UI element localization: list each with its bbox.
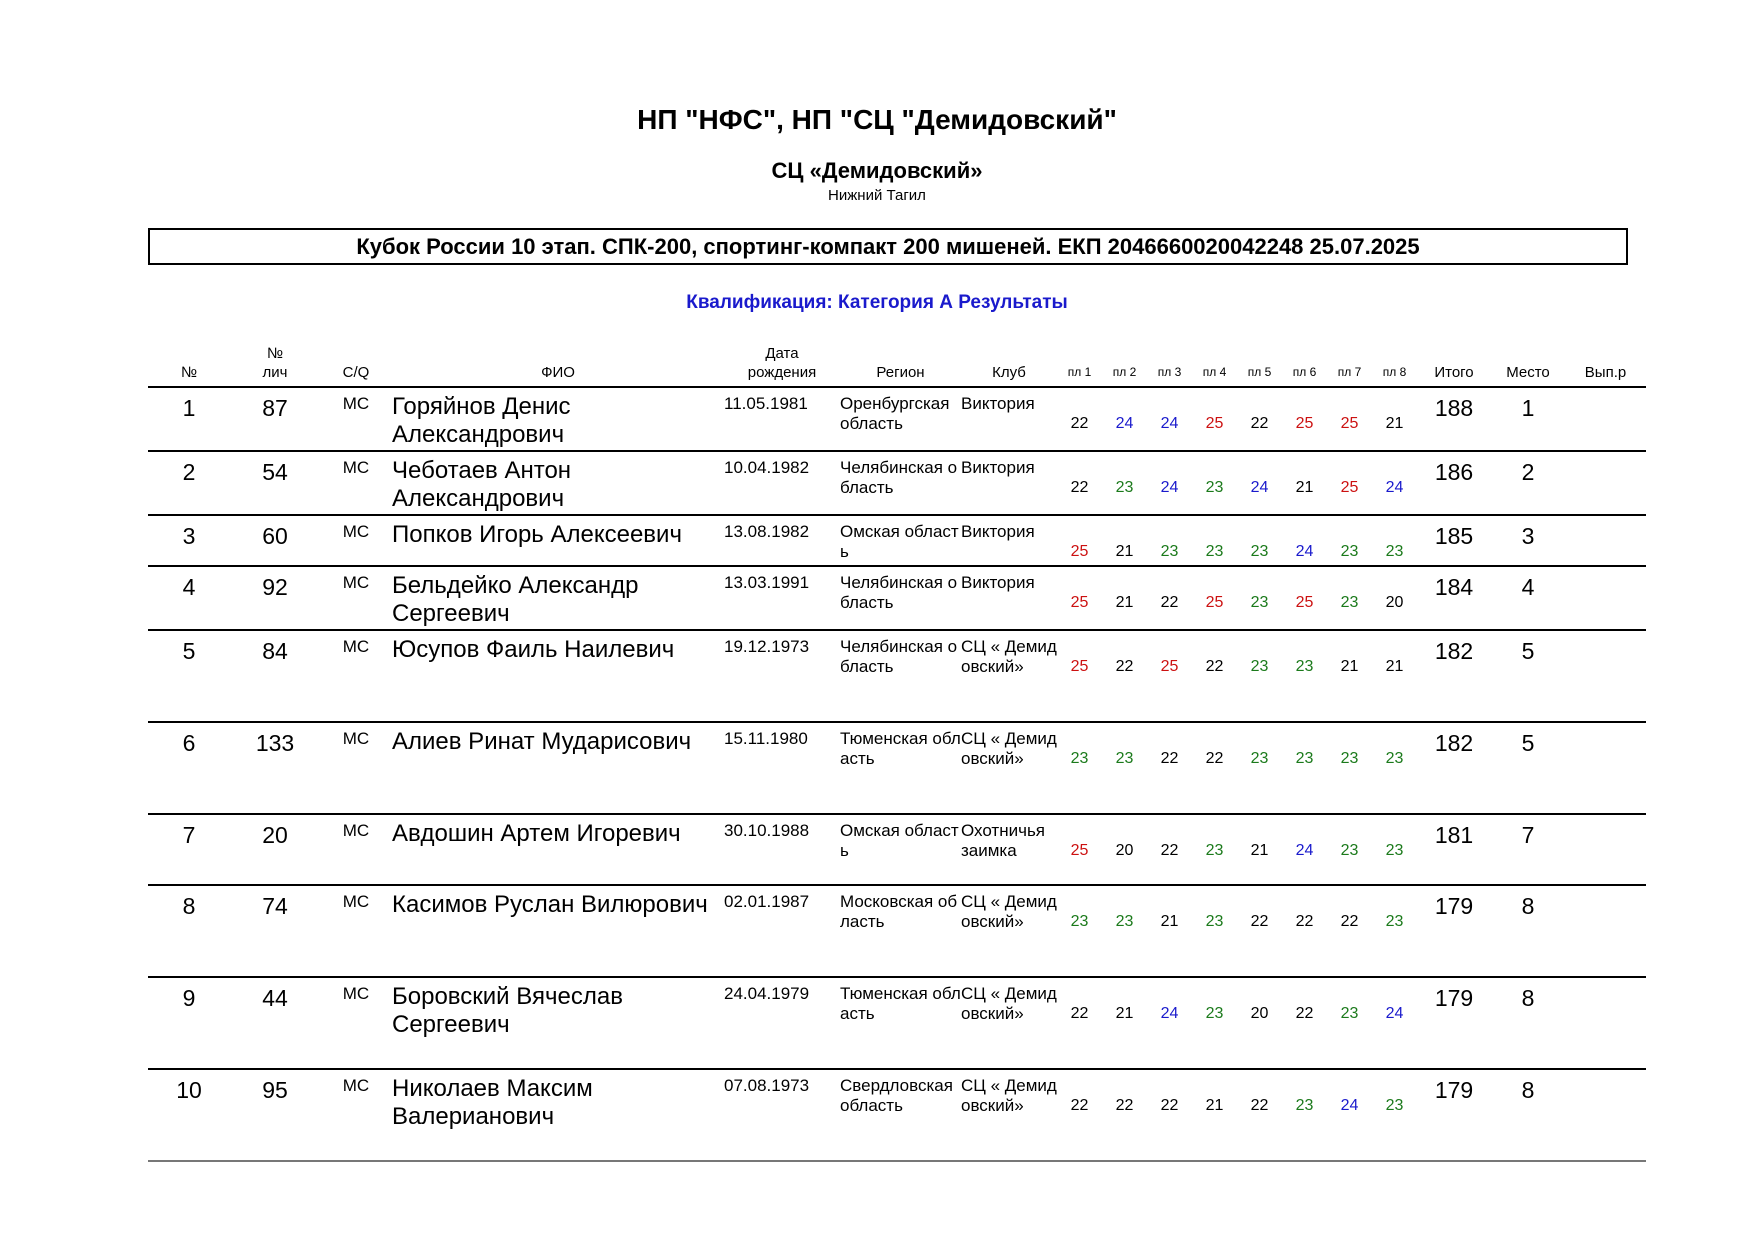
row-total: 186 xyxy=(1417,451,1491,515)
row-name: Бельдейко Александр Сергеевич xyxy=(392,566,724,630)
row-score-pl2: 23 xyxy=(1102,885,1147,977)
row-score-pl1: 25 xyxy=(1057,814,1102,885)
row-score-pl5: 22 xyxy=(1237,1069,1282,1161)
row-score-pl2: 21 xyxy=(1102,566,1147,630)
row-total: 181 xyxy=(1417,814,1491,885)
col-pl8-header: пл 8 xyxy=(1372,344,1417,387)
row-cq: МС xyxy=(320,977,392,1069)
row-num: 8 xyxy=(148,885,230,977)
row-region: Челябинская область xyxy=(840,566,961,630)
row-cq: МС xyxy=(320,1069,392,1161)
col-pl1-header: пл 1 xyxy=(1057,344,1102,387)
row-name: Попков Игорь Алексеевич xyxy=(392,515,724,566)
row-dob: 02.01.1987 xyxy=(724,885,840,977)
row-score-pl4: 22 xyxy=(1192,630,1237,722)
row-score-pl4: 23 xyxy=(1192,977,1237,1069)
row-club: Виктория xyxy=(961,387,1057,451)
col-dob-header-bottom: рождения xyxy=(747,364,817,381)
row-num: 2 xyxy=(148,451,230,515)
row-vyp xyxy=(1565,515,1646,566)
col-dob-header-top: Дата xyxy=(765,345,799,362)
row-score-pl2: 21 xyxy=(1102,515,1147,566)
row-bib: 87 xyxy=(230,387,320,451)
row-score-pl2: 23 xyxy=(1102,722,1147,814)
row-score-pl5: 23 xyxy=(1237,566,1282,630)
row-cq: МС xyxy=(320,515,392,566)
row-club: Виктория xyxy=(961,451,1057,515)
row-club: Виктория xyxy=(961,515,1057,566)
row-total: 179 xyxy=(1417,977,1491,1069)
table-row xyxy=(148,722,1646,814)
row-score-pl5: 23 xyxy=(1237,722,1282,814)
row-bib: 92 xyxy=(230,566,320,630)
row-total: 179 xyxy=(1417,885,1491,977)
row-score-pl8: 20 xyxy=(1372,566,1417,630)
row-score-pl5: 20 xyxy=(1237,977,1282,1069)
row-score-pl7: 21 xyxy=(1327,630,1372,722)
row-total: 179 xyxy=(1417,1069,1491,1161)
row-score-pl4: 25 xyxy=(1192,387,1237,451)
row-score-pl4: 23 xyxy=(1192,885,1237,977)
row-bib: 54 xyxy=(230,451,320,515)
row-name: Юсупов Фаиль Наилевич xyxy=(392,630,724,722)
row-score-pl7: 23 xyxy=(1327,515,1372,566)
row-score-pl8: 21 xyxy=(1372,387,1417,451)
row-score-pl6: 23 xyxy=(1282,1069,1327,1161)
col-pl3-header: пл 3 xyxy=(1147,344,1192,387)
col-pl5-header: пл 5 xyxy=(1237,344,1282,387)
row-score-pl6: 21 xyxy=(1282,451,1327,515)
row-bib: 60 xyxy=(230,515,320,566)
row-cq: МС xyxy=(320,630,392,722)
row-region: Тюменская область xyxy=(840,977,961,1069)
col-vyp-header: Вып.р xyxy=(1565,344,1646,387)
row-score-pl7: 23 xyxy=(1327,977,1372,1069)
row-score-pl1: 22 xyxy=(1057,1069,1102,1161)
row-vyp xyxy=(1565,566,1646,630)
row-score-pl8: 24 xyxy=(1372,451,1417,515)
row-place: 8 xyxy=(1491,1069,1565,1161)
row-score-pl8: 23 xyxy=(1372,885,1417,977)
row-region: Свердловская область xyxy=(840,1069,961,1161)
row-score-pl2: 22 xyxy=(1102,630,1147,722)
table-row xyxy=(148,885,1646,977)
row-num: 9 xyxy=(148,977,230,1069)
row-place: 8 xyxy=(1491,885,1565,977)
row-score-pl8: 23 xyxy=(1372,814,1417,885)
row-cq: МС xyxy=(320,722,392,814)
row-club: СЦ « Демидовский» xyxy=(961,630,1057,722)
row-name: Чеботаев Антон Александрович xyxy=(392,451,724,515)
row-score-pl1: 25 xyxy=(1057,515,1102,566)
table-row xyxy=(148,630,1646,722)
row-name: Алиев Ринат Мударисович xyxy=(392,722,724,814)
row-score-pl7: 25 xyxy=(1327,451,1372,515)
row-region: Челябинская область xyxy=(840,630,961,722)
row-score-pl3: 23 xyxy=(1147,515,1192,566)
table-row xyxy=(148,387,1646,451)
row-cq: МС xyxy=(320,566,392,630)
row-score-pl3: 22 xyxy=(1147,814,1192,885)
row-score-pl5: 24 xyxy=(1237,451,1282,515)
row-score-pl6: 24 xyxy=(1282,515,1327,566)
row-num: 3 xyxy=(148,515,230,566)
col-place-header: Место xyxy=(1491,344,1565,387)
col-pl7-header: пл 7 xyxy=(1327,344,1372,387)
row-score-pl5: 22 xyxy=(1237,387,1282,451)
row-place: 3 xyxy=(1491,515,1565,566)
row-num: 7 xyxy=(148,814,230,885)
row-score-pl6: 24 xyxy=(1282,814,1327,885)
row-vyp xyxy=(1565,630,1646,722)
row-score-pl3: 24 xyxy=(1147,387,1192,451)
row-region: Челябинская область xyxy=(840,451,961,515)
row-total: 182 xyxy=(1417,630,1491,722)
row-total: 188 xyxy=(1417,387,1491,451)
col-bib-header-top: № xyxy=(266,345,284,362)
row-score-pl7: 23 xyxy=(1327,814,1372,885)
row-place: 1 xyxy=(1491,387,1565,451)
row-score-pl4: 21 xyxy=(1192,1069,1237,1161)
row-region: Омская область xyxy=(840,814,961,885)
row-score-pl7: 22 xyxy=(1327,885,1372,977)
row-score-pl6: 22 xyxy=(1282,885,1327,977)
row-score-pl5: 22 xyxy=(1237,885,1282,977)
row-score-pl1: 23 xyxy=(1057,885,1102,977)
row-score-pl8: 23 xyxy=(1372,1069,1417,1161)
row-score-pl8: 23 xyxy=(1372,515,1417,566)
col-cq-header: C/Q xyxy=(320,344,392,387)
row-bib: 74 xyxy=(230,885,320,977)
row-score-pl6: 23 xyxy=(1282,630,1327,722)
row-score-pl1: 22 xyxy=(1057,977,1102,1069)
row-score-pl8: 21 xyxy=(1372,630,1417,722)
row-dob: 13.08.1982 xyxy=(724,515,840,566)
table-row xyxy=(148,515,1646,566)
row-score-pl1: 23 xyxy=(1057,722,1102,814)
row-name: Касимов Руслан Вилюрович xyxy=(392,885,724,977)
row-score-pl3: 24 xyxy=(1147,977,1192,1069)
col-pl4-header: пл 4 xyxy=(1192,344,1237,387)
row-region: Оренбургская область xyxy=(840,387,961,451)
row-total: 182 xyxy=(1417,722,1491,814)
row-dob: 10.04.1982 xyxy=(724,451,840,515)
results-table xyxy=(148,344,1646,1162)
row-cq: МС xyxy=(320,885,392,977)
row-score-pl3: 24 xyxy=(1147,451,1192,515)
row-score-pl4: 25 xyxy=(1192,566,1237,630)
row-club: Виктория xyxy=(961,566,1057,630)
row-score-pl1: 22 xyxy=(1057,387,1102,451)
row-bib: 20 xyxy=(230,814,320,885)
row-club: СЦ « Демидовский» xyxy=(961,1069,1057,1161)
row-bib: 95 xyxy=(230,1069,320,1161)
row-score-pl8: 24 xyxy=(1372,977,1417,1069)
city-label: Нижний Тагил xyxy=(828,187,926,204)
row-score-pl5: 21 xyxy=(1237,814,1282,885)
row-score-pl4: 23 xyxy=(1192,814,1237,885)
row-region: Омская область xyxy=(840,515,961,566)
row-place: 4 xyxy=(1491,566,1565,630)
row-score-pl3: 21 xyxy=(1147,885,1192,977)
row-name: Николаев Максим Валерианович xyxy=(392,1069,724,1161)
table-header-row xyxy=(148,344,1646,387)
row-score-pl2: 20 xyxy=(1102,814,1147,885)
col-num-header: № xyxy=(148,344,230,387)
col-total-header: Итого xyxy=(1417,344,1491,387)
row-vyp xyxy=(1565,885,1646,977)
row-club: СЦ « Демидовский» xyxy=(961,722,1057,814)
results-body xyxy=(148,387,1646,1161)
row-place: 2 xyxy=(1491,451,1565,515)
row-cq: МС xyxy=(320,451,392,515)
row-score-pl6: 25 xyxy=(1282,387,1327,451)
row-num: 10 xyxy=(148,1069,230,1161)
row-score-pl2: 22 xyxy=(1102,1069,1147,1161)
row-club: СЦ « Демидовский» xyxy=(961,977,1057,1069)
col-club-header: Клуб xyxy=(961,344,1057,387)
row-vyp xyxy=(1565,814,1646,885)
row-num: 5 xyxy=(148,630,230,722)
qualification-subtitle: Квалификация: Категория А Результаты xyxy=(686,292,1068,313)
row-score-pl3: 25 xyxy=(1147,630,1192,722)
row-num: 6 xyxy=(148,722,230,814)
row-dob: 30.10.1988 xyxy=(724,814,840,885)
row-score-pl6: 22 xyxy=(1282,977,1327,1069)
col-pl6-header: пл 6 xyxy=(1282,344,1327,387)
col-name-header: ФИО xyxy=(392,344,724,387)
row-score-pl2: 24 xyxy=(1102,387,1147,451)
row-region: Московская область xyxy=(840,885,961,977)
row-num: 4 xyxy=(148,566,230,630)
row-score-pl1: 25 xyxy=(1057,566,1102,630)
row-place: 5 xyxy=(1491,722,1565,814)
row-score-pl6: 23 xyxy=(1282,722,1327,814)
row-region: Тюменская область xyxy=(840,722,961,814)
row-dob: 24.04.1979 xyxy=(724,977,840,1069)
row-bib: 133 xyxy=(230,722,320,814)
row-total: 185 xyxy=(1417,515,1491,566)
col-bib-header-bottom: лич xyxy=(262,364,288,381)
table-row xyxy=(148,977,1646,1069)
row-dob: 07.08.1973 xyxy=(724,1069,840,1161)
row-vyp xyxy=(1565,387,1646,451)
row-score-pl6: 25 xyxy=(1282,566,1327,630)
row-score-pl5: 23 xyxy=(1237,515,1282,566)
row-place: 7 xyxy=(1491,814,1565,885)
row-score-pl4: 22 xyxy=(1192,722,1237,814)
row-total: 184 xyxy=(1417,566,1491,630)
table-row xyxy=(148,814,1646,885)
row-dob: 13.03.1991 xyxy=(724,566,840,630)
row-score-pl7: 23 xyxy=(1327,722,1372,814)
row-place: 5 xyxy=(1491,630,1565,722)
row-score-pl8: 23 xyxy=(1372,722,1417,814)
row-cq: МС xyxy=(320,387,392,451)
row-num: 1 xyxy=(148,387,230,451)
row-place: 8 xyxy=(1491,977,1565,1069)
row-name: Авдошин Артем Игоревич xyxy=(392,814,724,885)
col-bib-header xyxy=(230,344,320,387)
club-title: СЦ «Демидовский» xyxy=(771,158,983,183)
row-club: Охотничья заимка xyxy=(961,814,1057,885)
organizers-title: НП "НФС", НП "СЦ "Демидовский" xyxy=(637,104,1117,135)
row-score-pl7: 24 xyxy=(1327,1069,1372,1161)
row-score-pl1: 25 xyxy=(1057,630,1102,722)
row-vyp xyxy=(1565,977,1646,1069)
row-score-pl3: 22 xyxy=(1147,566,1192,630)
row-vyp xyxy=(1565,451,1646,515)
col-dob-header xyxy=(724,344,840,387)
row-bib: 44 xyxy=(230,977,320,1069)
event-title-box: Кубок России 10 этап. СПК-200, спортинг-компакт 200 мишеней. ЕКП 2046660020042248 25.07.2025 xyxy=(148,228,1628,265)
row-dob: 15.11.1980 xyxy=(724,722,840,814)
table-row xyxy=(148,451,1646,515)
row-score-pl7: 25 xyxy=(1327,387,1372,451)
row-dob: 19.12.1973 xyxy=(724,630,840,722)
row-score-pl2: 23 xyxy=(1102,451,1147,515)
row-score-pl4: 23 xyxy=(1192,451,1237,515)
row-score-pl4: 23 xyxy=(1192,515,1237,566)
row-vyp xyxy=(1565,1069,1646,1161)
row-club: СЦ « Демидовский» xyxy=(961,885,1057,977)
row-score-pl2: 21 xyxy=(1102,977,1147,1069)
row-bib: 84 xyxy=(230,630,320,722)
table-row xyxy=(148,566,1646,630)
row-name: Боровский Вячеслав Сергеевич xyxy=(392,977,724,1069)
row-name: Горяйнов Денис Александрович xyxy=(392,387,724,451)
row-vyp xyxy=(1565,722,1646,814)
row-cq: МС xyxy=(320,814,392,885)
row-dob: 11.05.1981 xyxy=(724,387,840,451)
row-score-pl1: 22 xyxy=(1057,451,1102,515)
row-score-pl7: 23 xyxy=(1327,566,1372,630)
row-score-pl3: 22 xyxy=(1147,1069,1192,1161)
table-row xyxy=(148,1069,1646,1161)
row-score-pl5: 23 xyxy=(1237,630,1282,722)
row-score-pl3: 22 xyxy=(1147,722,1192,814)
col-pl2-header: пл 2 xyxy=(1102,344,1147,387)
col-region-header: Регион xyxy=(840,344,961,387)
